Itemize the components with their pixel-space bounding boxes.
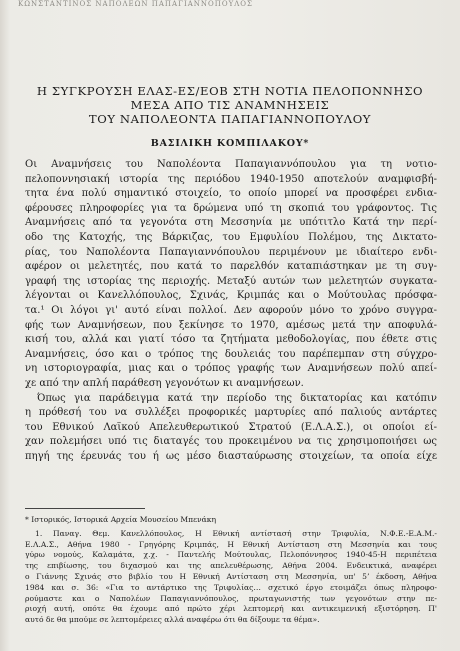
footnote-line: 1984 και σ. 36: «Για το αντάρτικο της Τριφυλίας… σχετικό έργο ετοιμάζει όπως πληροφο- [25, 582, 437, 592]
paragraph-2 [25, 392, 437, 465]
body-line: Όπως για παράδειγμα κατά την περίοδο της δικτατορίας και κατόπιν [37, 392, 437, 404]
body-line: του Εθνικού Λαϊκού Απελευθερωτικού Στρατού (Ε.Λ.Α.Σ.), οι οποίοι εί- [25, 421, 437, 433]
footnote-line: Ε.Λ.Α.Σ., Αθήνα 1980 - Γρηγόρης Κριμπάς, Η Εθνική Αντίσταση στη Μεσσηνία και τους [25, 539, 437, 549]
body-line: κισή του, αλλά και γιατί τόσο τα ζητήματα μεθοδολογίας, που έθετε στις [25, 334, 437, 346]
body-line: ρίας, του Ναπολέοντα Παπαγιαννόπουλου περιμένουν με ιδιαίτερο ενδι- [25, 246, 437, 258]
title-line-3: ΤΟΥ ΝΑΠΟΛΕΟΝΤΑ ΠΑΠΑΓΙΑΝΝΟΠΟΥΛΟΥ [88, 112, 372, 126]
body-line: η πρόθεσή του να συλλέξει προφορικές μαρτυρίες από παλιούς αντάρτες [25, 407, 437, 419]
body-line: Αναμνήσεις, όσο και ο τρόπος της δουλειάς του παρέπεμπαν στη σύγχρο- [25, 348, 437, 360]
footnote-line: της επιβίωσης, του διχασμού και της απελευθέρωσης, Αθήνα 2004. Ενδεικτικά, αναφέρει [25, 561, 437, 571]
footnotes [25, 515, 437, 626]
body-line: νη ιστοριογραφία, μιας και ο τρόπος γραφής των Αναμνήσεων πολύ απεί- [25, 363, 437, 375]
footnote-line: γύρω νομούς, Καλαμάτα, χ.χ. - Παντελής Μούτουλας, Πελοπόννησος 1940-45-Η περιπέτεια [25, 550, 437, 560]
title-line-1: Η ΣΥΓΚΡΟΥΣΗ ΕΛΑΣ-ΕΣ/ΕΟΒ ΣΤΗ ΝΟΤΙΑ ΠΕΛΟΠΟΝΝΗΣΟ [36, 84, 424, 98]
footnote-line: 1. Παναγ. Θεμ. Κανελλόπουλος, Η Εθνική αντίστασή στην Τριφυλία, Ν.Φ.Ε.-Ε.Α.Μ.- [35, 528, 437, 538]
body-line: φής των Αναμνήσεων, που ξεκίνησε το 1970, αμέσως μετά την αποφυλά- [25, 319, 437, 331]
body-line: πηγή της έρευνάς του ή ως μέσο διασταύρωσης στοιχείων, τα οποία είχε [25, 450, 437, 462]
body-line: Οι Αναμνήσεις του Ναπολέοντα Παπαγιαννόπουλου για τη νοτιο- [25, 159, 437, 170]
body-line: χαν πολεμήσει υπό τις διαταγές του προκειμένου να τις χρησιμοποιήσει ως [25, 436, 437, 448]
article-body [25, 158, 437, 464]
footnote-1 [25, 529, 437, 626]
body-line: τητα ένα πολύ σημαντικό στοιχείο, το οποίο μπορεί να προσφέρει ενδια- [25, 188, 437, 200]
body-line: τα.¹ Οι λόγοι γι' αυτό είναι πολλοί. Δεν αφορούν μόνο το χρόνο συγγρα- [25, 304, 437, 316]
paragraph-1 [25, 158, 437, 392]
footnote-author: * Ιστορικός, Ιστορικά Αρχεία Μουσείου Μπενάκη [25, 515, 217, 524]
body-line: αφέρον οι μελετητές, που κατά το παρελθόν καταπιάστηκαν με τη συγ- [25, 261, 437, 273]
body-line: οδο της Κατοχής, της Βάρκιζας, του Εμφυλίου Πολέμου, της Δικτατο- [25, 231, 437, 243]
body-line: χε από την απλή παράθεση γεγονότων κι αναμνήσεων. [25, 377, 304, 389]
footnote-line: ρούμαστε και ο Ναπολέων Παπαγιαννόπουλος, πρωταγωνιστής των γεγονότων στην πε- [25, 593, 437, 603]
footnote-line: ο Γιάννης Σχινάς στο βιβλίο του Η Εθνική Αντίσταση στη Μεσσηνία, υπ' 5ʼ έκδοση, Αθήνα [25, 571, 437, 581]
footnote-divider [25, 508, 145, 509]
body-line: λέγονται οι Κανελλόπουλος, Σχινάς, Κριμπάς και ο Μούτουλας πρόσφα- [25, 290, 437, 302]
footnote-line: ριοχή αυτή, οπότε θα έχουμε από πρώτο χέρι λεπτομερή και αντικειμενική εξιστόρηση. Π' [25, 604, 437, 614]
article-title [14, 84, 446, 126]
author-name: ΒΑΣΙΛΙΚΗ ΚΟΜΠΙΛΑΚΟΥ* [150, 138, 310, 149]
body-line: φέρουσες πληροφορίες για τα δρώμενα υπό τη σκοπιά του γράφοντος. Τις [25, 202, 437, 214]
footnote-line: αυτό δε θα μπούμε σε λεπτομέρειες αλλά αναφέρω ότι θα δίξουμε τα θέμα». [25, 615, 320, 625]
body-line: Αναμνήσεις από τα γεγονότα στη Μεσσηνία με υπότιτλο Κατά την περί- [25, 217, 437, 229]
body-line: πελοποννησιακή ιστορία της περιόδου 1940-1950 αποτελούν αναμφισβή- [25, 173, 437, 185]
body-line: γραφή της ιστορίας της περιοχής. Μεταξύ αυτών των μελετητών συγκατα- [25, 275, 437, 287]
running-head: ΚΩΝΣΤΑΝΤΙΝΟΣ ΝΑΠΟΛΕΩΝ ΠΑΠΑΓΙΑΝΝΟΠΟΥΛΟΣ [18, 0, 253, 8]
title-line-2: ΜΕΣΑ ΑΠΟ ΤΙΣ ΑΝΑΜΝΗΣΕΙΣ [130, 98, 330, 112]
